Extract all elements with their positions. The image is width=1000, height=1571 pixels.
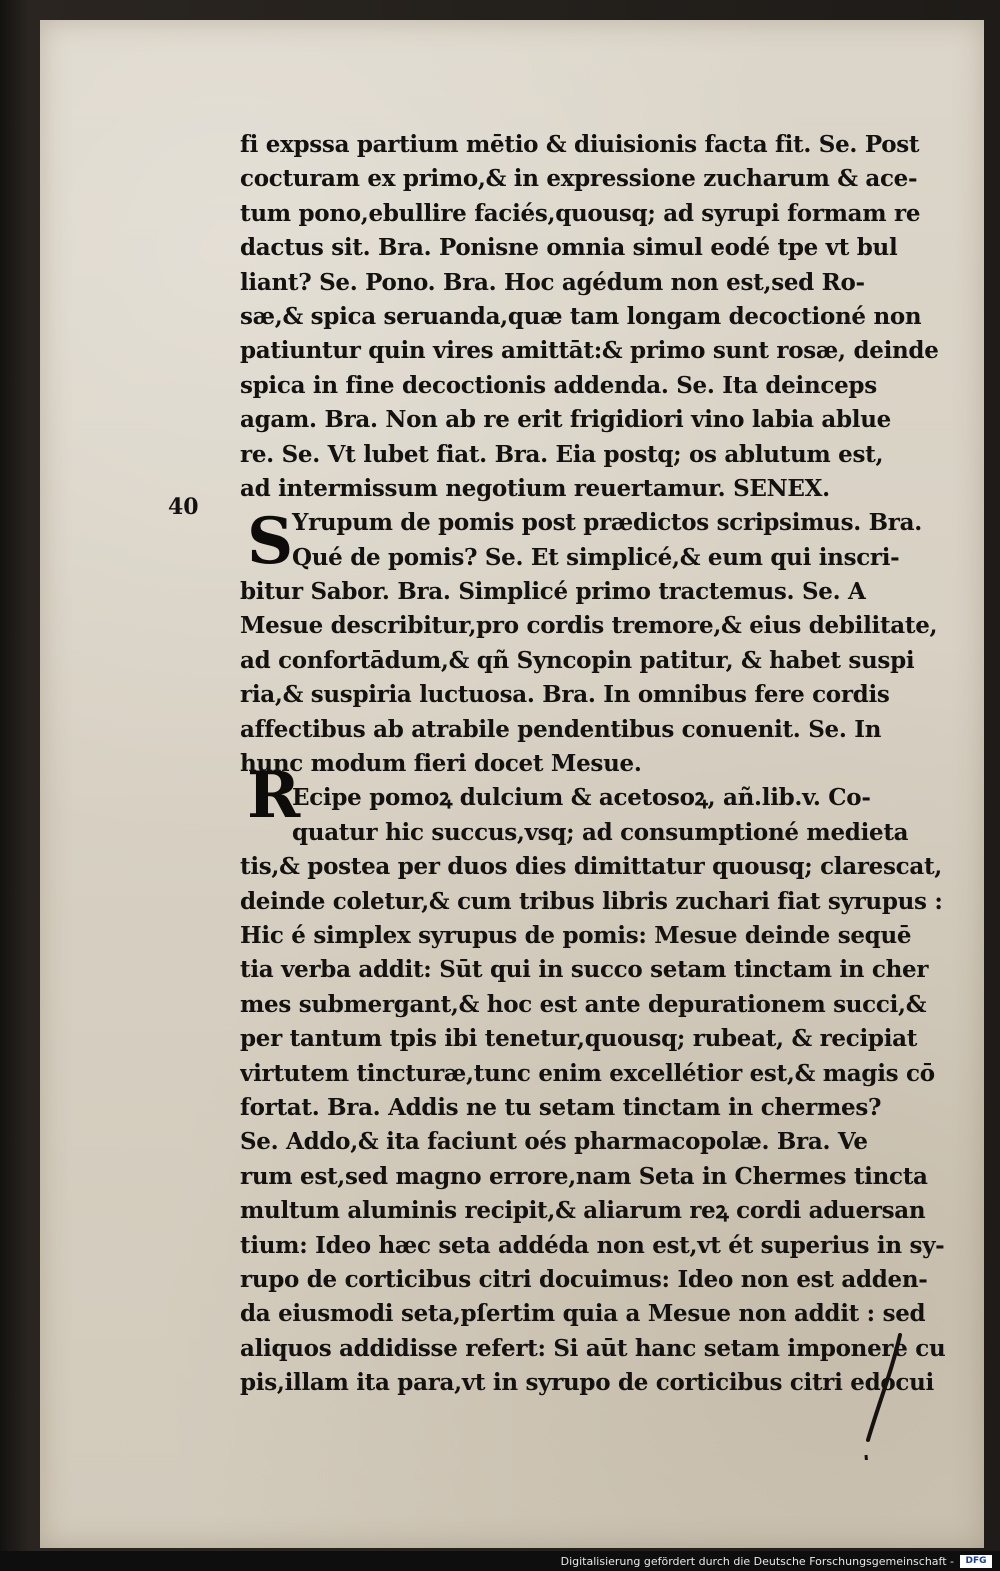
text-line: Yrupum de pomis post prædictos scripsimus. Bra. bbox=[292, 509, 922, 537]
drop-cap-r: R bbox=[247, 758, 301, 833]
text-line: ad intermissum negotium reuertamur. SENEX. bbox=[240, 474, 830, 502]
text-line: virtutem tincturæ,tunc enim excellétior est,& magis cō bbox=[240, 1059, 935, 1087]
text-line: ad confortādum,& qñ Syncopin patitur, & habet suspi bbox=[240, 646, 915, 674]
margin-page-number: 40 bbox=[168, 494, 199, 520]
text-line: re. Se. Vt lubet fiat. Bra. Eia postq; os ablutum est, bbox=[240, 440, 884, 468]
text-column bbox=[240, 128, 952, 1400]
text-line: tium: Ideo hæc seta addéda non est,vt ét superius in sy- bbox=[240, 1231, 945, 1259]
book-page bbox=[40, 20, 984, 1548]
text-line: affectibus ab atrabile pendentibus conuenit. Se. In bbox=[240, 715, 882, 743]
text-line: agam. Bra. Non ab re erit frigidiori vino labia ablue bbox=[240, 406, 891, 434]
text-line: Se. Addo,& ita faciunt oés pharmacopolæ. Bra. Ve bbox=[240, 1128, 868, 1156]
text-line: deinde coletur,& cum tribus libris zuchari fiat syrupus : bbox=[240, 887, 943, 915]
text-line: Qué de pomis? Se. Et simplicé,& eum qui inscri- bbox=[292, 543, 900, 571]
text-line: tia verba addit: Sūt qui in succo setam tinctam in cher bbox=[240, 956, 929, 984]
drop-cap-s: S bbox=[247, 504, 294, 579]
text-line: da eiusmodi seta,pſertim quia a Mesue non addit : sed bbox=[240, 1300, 926, 1328]
text-line: multum aluminis recipit,& aliarum reꝝ cordi aduersan bbox=[240, 1197, 926, 1225]
text-line: hunc modum fieri docet Mesue. bbox=[240, 750, 642, 778]
text-line: fortat. Bra. Addis ne tu setam tinctam in chermes? bbox=[240, 1093, 882, 1121]
text-line: aliquos addidisse refert: Si aūt hanc setam imponere cu bbox=[240, 1334, 946, 1362]
text-line: quatur hic succus,vsq; ad consumptioné medieta bbox=[292, 818, 909, 846]
text-line: Mesue describitur,pro cordis tremore,& eius debilitate, bbox=[240, 612, 938, 640]
text-line: patiuntur quin vires amittāt:& primo sunt rosæ, deinde bbox=[240, 337, 939, 365]
ink-mark bbox=[860, 1330, 910, 1460]
text-line: per tantum tpis ibi tenetur,quousq; rubeat, & recipiat bbox=[240, 1025, 918, 1053]
text-line: dactus sit. Bra. Ponisne omnia simul eodé tpe vt bul bbox=[240, 234, 898, 262]
text-line: tis,& postea per duos dies dimittatur quousq; clarescat, bbox=[240, 853, 942, 881]
text-line: spica in fine decoctionis addenda. Se. Ita deinceps bbox=[240, 371, 877, 399]
text-line: rupo de corticibus citri docuimus: Ideo non est adden- bbox=[240, 1265, 928, 1293]
text-line: ria,& suspiria luctuosa. Bra. In omnibus fere cordis bbox=[240, 681, 890, 709]
dfg-logo: DFG bbox=[960, 1555, 992, 1568]
text-line: tum pono,ebullire faciés,quousq; ad syrupi formam re bbox=[240, 199, 921, 227]
text-line: pis,illam ita para,vt in syrupo de corticibus citri edocui bbox=[240, 1369, 934, 1397]
text-line: rum est,sed magno errore,nam Seta in Chermes tincta bbox=[240, 1162, 928, 1190]
text-line: mes submergant,& hoc est ante depurationem succi,& bbox=[240, 990, 927, 1018]
text-line: Ecipe pomoꝝ dulcium & acetosoꝝ, añ.lib.v. Co- bbox=[292, 784, 871, 812]
footer-bar bbox=[0, 1551, 1000, 1571]
text-line: liant? Se. Pono. Bra. Hoc agédum non est,sed Ro- bbox=[240, 268, 865, 296]
text-line: bitur Sabor. Bra. Simplicé primo tractemus. Se. A bbox=[240, 578, 866, 606]
text-line: Hic é simplex syrupus de pomis: Mesue deinde sequē bbox=[240, 921, 912, 949]
text-line: fi expssa partium mētio & diuisionis facta fit. Se. Post bbox=[240, 131, 920, 158]
text-line: cocturam ex primo,& in expressione zucharum & ace- bbox=[240, 165, 918, 193]
footer-credit: Digitalisierung gefördert durch die Deutsche Forschungsgemeinschaft - bbox=[560, 1555, 954, 1568]
text-line: sæ,& spica seruanda,quæ tam longam decoctioné non bbox=[240, 302, 922, 330]
